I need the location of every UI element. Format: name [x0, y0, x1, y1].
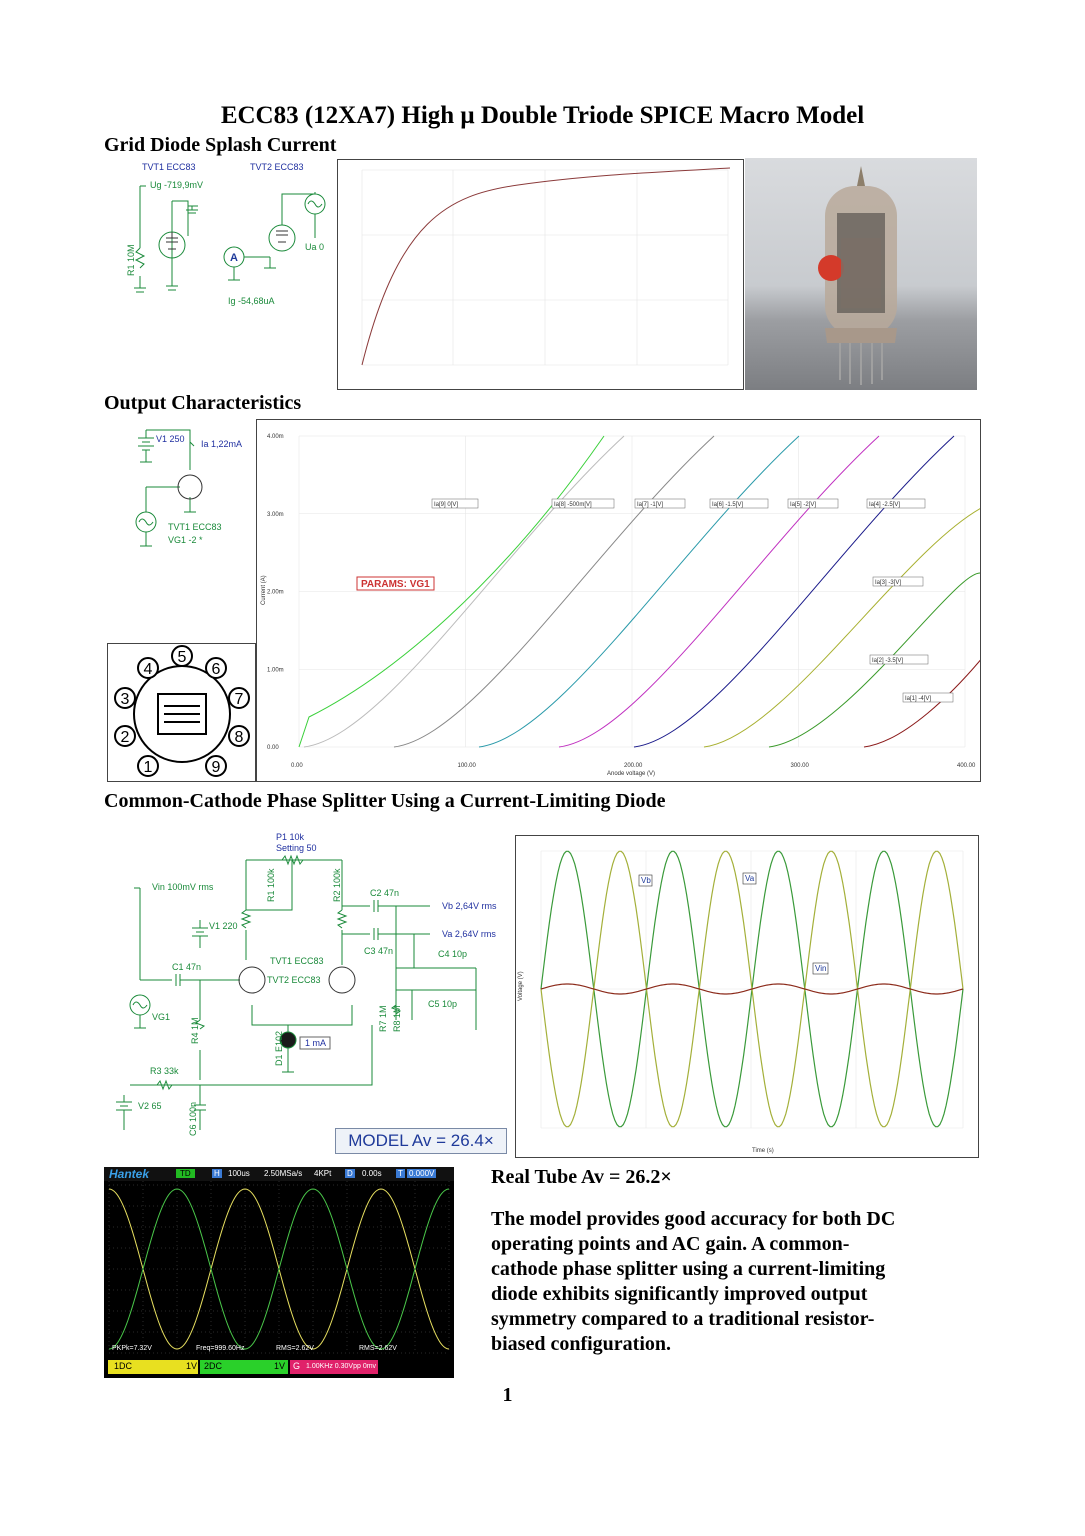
svg-text:C5 10p: C5 10p: [428, 999, 458, 1009]
out-curve-label: Ia[9] 0[V]: [434, 502, 459, 508]
svg-text:1 mA: 1 mA: [305, 1038, 327, 1048]
svg-text:VG1 -2 *: VG1 -2 *: [168, 535, 203, 545]
out-xtick: 100.00: [457, 763, 476, 769]
svg-text:Vb 2,64V rms: Vb 2,64V rms: [442, 901, 497, 911]
scope-topbar: Hantek TD H 100us 2.50MSa/s 4KPt D 0.00s T 0.000V: [104, 1167, 454, 1181]
pin-4-label: 4: [143, 661, 153, 678]
output-char-chart: [256, 419, 981, 782]
real-tube-av: Real Tube Av = 26.2×: [491, 1166, 672, 1188]
out-ytick: 0.00: [267, 745, 279, 751]
scope-ch1-box: 1DC 1V: [108, 1360, 198, 1374]
out-ytick: 2.00m: [267, 589, 284, 596]
out-ytick: 1.00m: [267, 667, 284, 674]
scope-gen-box: G 1.00KHz 0.30Vpp 0mv: [290, 1360, 378, 1374]
sine-xlabel: Time (s): [752, 1148, 774, 1154]
section-phase-splitter: Common-Cathode Phase Splitter Using a Current-Limiting Diode: [104, 790, 666, 812]
splitter-schematic: [112, 830, 512, 1140]
svg-text:TVT1 ECC83: TVT1 ECC83: [270, 956, 324, 966]
svg-text:Ig -54,68uA: Ig -54,68uA: [228, 296, 275, 306]
svg-text:C4 10p: C4 10p: [438, 949, 468, 959]
out-curve-label: Ia[5] -2[V]: [790, 502, 817, 508]
sine-ylabel: Voltage (V): [518, 971, 524, 1001]
svg-text:R1 10M: R1 10M: [126, 244, 136, 276]
page-number: 1: [502, 1384, 513, 1406]
svg-text:R1 100k: R1 100k: [266, 868, 276, 902]
pin-3-label: 3: [120, 691, 130, 708]
svg-text:VG1: VG1: [152, 1012, 171, 1022]
out-curve-label: Ia[2] -3.5[V]: [872, 658, 904, 664]
pin-9-label: 9: [211, 759, 221, 776]
label-vin: Vin: [815, 964, 827, 973]
svg-text:TVT1 ECC83: TVT1 ECC83: [142, 162, 196, 172]
out-curve-label: Ia[7] -1[V]: [637, 502, 664, 508]
section-grid-diode: Grid Diode Splash Current: [104, 134, 337, 156]
section-output-characteristics: Output Characteristics: [104, 392, 302, 414]
svg-text:TVT2 ECC83: TVT2 ECC83: [267, 975, 321, 985]
svg-text:V1 220: V1 220: [209, 921, 238, 931]
svg-text:C3 47n: C3 47n: [364, 946, 394, 956]
out-curve-label: Ia[6] -1.5[V]: [712, 502, 744, 508]
model-av-badge: MODEL Av = 26.4×: [335, 1128, 507, 1154]
output-schematic: [108, 422, 253, 557]
svg-text:Va 2,64V rms: Va 2,64V rms: [442, 929, 496, 939]
svg-text:R7 1M: R7 1M: [378, 1005, 388, 1032]
svg-text:Ua 0: Ua 0: [305, 242, 325, 252]
out-ytick: 3.00m: [267, 511, 284, 518]
scope-measurements: PKPk=7.32V Freq=999.60Hz RMS=2.62V RMS=2.62V: [112, 1345, 397, 1352]
params-label: PARAMS: VG1: [361, 579, 430, 590]
svg-text:C6 100n: C6 100n: [188, 1101, 198, 1136]
out-curve-label: Ia[3] -3[V]: [875, 580, 902, 586]
out-xtick: 400.00: [957, 763, 976, 769]
svg-text:C1 47n: C1 47n: [172, 962, 202, 972]
svg-text:V2 65: V2 65: [138, 1101, 162, 1111]
scope-brand: Hantek: [109, 1167, 150, 1181]
splash-current-chart: [337, 159, 744, 390]
svg-text:R8 1M: R8 1M: [392, 1005, 402, 1032]
scope-ch2-box: 2DC 1V: [200, 1360, 288, 1374]
out-ytick: 4.00m: [267, 434, 284, 440]
label-vb: Vb: [641, 876, 651, 885]
svg-text:Setting 50: Setting 50: [276, 843, 317, 853]
phase-sine-chart: [515, 835, 979, 1158]
svg-text:R3 33k: R3 33k: [150, 1066, 179, 1076]
out-xlabel: Anode voltage (V): [607, 771, 656, 777]
svg-text:R2 100k: R2 100k: [332, 868, 342, 902]
pin-8-label: 8: [234, 729, 244, 746]
svg-text:Ug -719,9mV: Ug -719,9mV: [150, 180, 204, 190]
summary-paragraph: The model provides good accuracy for both DC operating points and AC gain. A common-cathode phase splitter using a current-limiting diode exhibits significantly improved output symmetry compared to a traditional resistor-biased configuration.: [491, 1208, 896, 1355]
out-curve-label: Ia[4] -2.5[V]: [869, 502, 901, 508]
out-ylabel: Current (A): [261, 575, 267, 605]
label-va: Va: [745, 874, 755, 883]
svg-text:A: A: [230, 252, 238, 264]
pin-5-label: 5: [177, 649, 187, 666]
svg-text:TVT1 ECC83: TVT1 ECC83: [168, 522, 222, 532]
out-curve-label: Ia[8] -500m[V]: [554, 502, 592, 508]
out-xtick: 200.00: [624, 763, 643, 769]
grid-diode-schematic: [110, 158, 335, 313]
splash-current-svg: [338, 160, 743, 389]
tube-pinout: [107, 643, 256, 782]
page-title: ECC83 (12XA7) High μ Double Triode SPICE Macro Model: [220, 102, 865, 129]
pin-7-label: 7: [234, 691, 244, 708]
svg-text:P1 10k: P1 10k: [276, 832, 305, 842]
out-curve-3: [704, 506, 980, 747]
svg-text:Ia 1,22mA: Ia 1,22mA: [201, 439, 243, 449]
pin-6-label: 6: [211, 661, 221, 678]
out-xtick: 0.00: [291, 763, 303, 769]
svg-text:V1 250: V1 250: [156, 434, 185, 444]
svg-text:R4 1M: R4 1M: [190, 1017, 200, 1044]
out-xtick: 300.00: [790, 763, 809, 769]
pin-2-label: 2: [120, 729, 130, 746]
svg-text:TVT2 ECC83: TVT2 ECC83: [250, 162, 304, 172]
svg-text:C2 47n: C2 47n: [370, 888, 400, 898]
svg-text:Vin 100mV rms: Vin 100mV rms: [152, 882, 214, 892]
out-curve-label: Ia[1] -4[V]: [905, 696, 932, 702]
tube-photo: [745, 158, 977, 390]
pin-1-label: 1: [143, 759, 153, 776]
oscilloscope-screenshot: [104, 1167, 454, 1378]
out-curve-1: [864, 618, 980, 747]
svg-text:D1 E102: D1 E102: [274, 1030, 284, 1066]
